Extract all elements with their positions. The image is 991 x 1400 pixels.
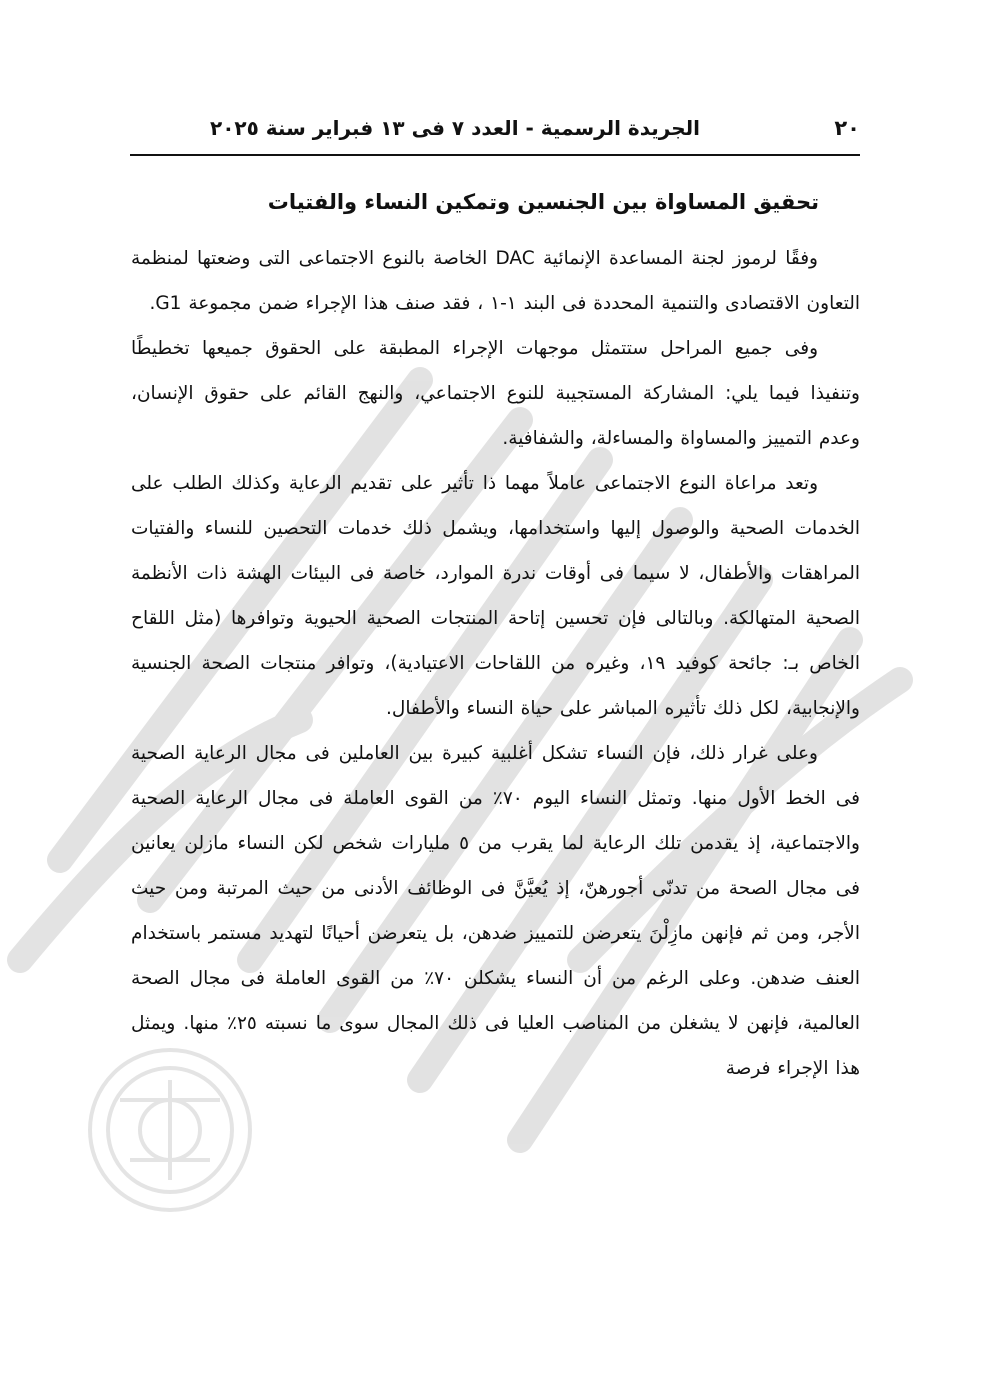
paragraph: وفى جميع المراحل ستتمثل موجهات الإجراء المطبقة على الحقوق جميعها تخطيطًا وتنفيذا فيما يلي: المشاركة المستجيبة للنوع الاجتماعي، والنهج القائم على حقوق الإنسان، وعدم التمييز والمساواة والمساءلة، والشفافية. [131, 338, 860, 449]
paragraph: وعلى غرار ذلك، فإن النساء تشكل أغلبية كبيرة بين العاملين فى مجال الرعاية الصحية فى الخط الأول منها. وتمثل النساء اليوم ٧٠٪ من القوى العاملة فى مجال الرعاية الصحية والاجتماعية، إذ يقدمن تلك الرعاية لما يقرب من ٥ مليارات شخص لكن النساء مازلن يعانين فى مجال الصحة من تدنّى أجورهنّ، إذ يُعيَّنَّ فى الوظائف الأدنى من حيث المرتبة ومن حيث الأجر، ومن ثم فإنهن مازِلْنَ يتعرضن للتمييز ضدهن، بل يتعرضن أحيانًا لتهديد مستمر باستخدام العنف ضدهن. وعلى الرغم من أن النساء يشكلن ٧٠٪ من القوى العاملة فى مجال الصحة العالمية، فإنهن لا يشغلن من المناصب العليا فى ذلك المجال سوى ما نسبته ٢٥٪ منها. ويمثل هذا الإجراء فرصة [131, 743, 860, 1079]
header-rule [130, 154, 860, 156]
paragraph: وفقًا لرموز لجنة المساعدة الإنمائية DAC الخاصة بالنوع الاجتماعى التى وضعتها لمنظمة التعاون الاقتصادى والتنمية المحددة فى البند ١-١ ، فقد صنف هذا الإجراء ضمن مجموعة G1. [131, 248, 860, 314]
section-title: تحقيق المساواة بين الجنسين وتمكين النساء والفتيات [267, 190, 819, 214]
body-text [131, 236, 860, 1091]
running-title: الجريدة الرسمية - العدد ٧ فى ١٣ فبراير سنة ٢٠٢٥ [210, 116, 700, 140]
page-number: ٢٠ [834, 116, 860, 140]
paragraph: وتعد مراعاة النوع الاجتماعى عاملاً مهما ذا تأثير على تقديم الرعاية وكذلك الطلب على الخدمات الصحية والوصول إليها واستخدامها، ويشمل ذلك خدمات التحصين للنساء والفتيات المراهقات والأطفال، لا سيما فى أوقات ندرة الموارد، خاصة فى البيئات الهشة ذات الأنظمة الصحية المتهالكة. وبالتالى فإن تحسين إتاحة المنتجات الصحية الحيوية وتوافرها (مثل اللقاح الخاص بـ: جائحة كوفيد ١٩، وغيره من اللقاحات الاعتيادية)، وتوافر منتجات الصحة الجنسية والإنجابية، لكل ذلك تأثيره المباشر على حياة النساء والأطفال. [131, 473, 860, 719]
page-header [130, 100, 860, 160]
